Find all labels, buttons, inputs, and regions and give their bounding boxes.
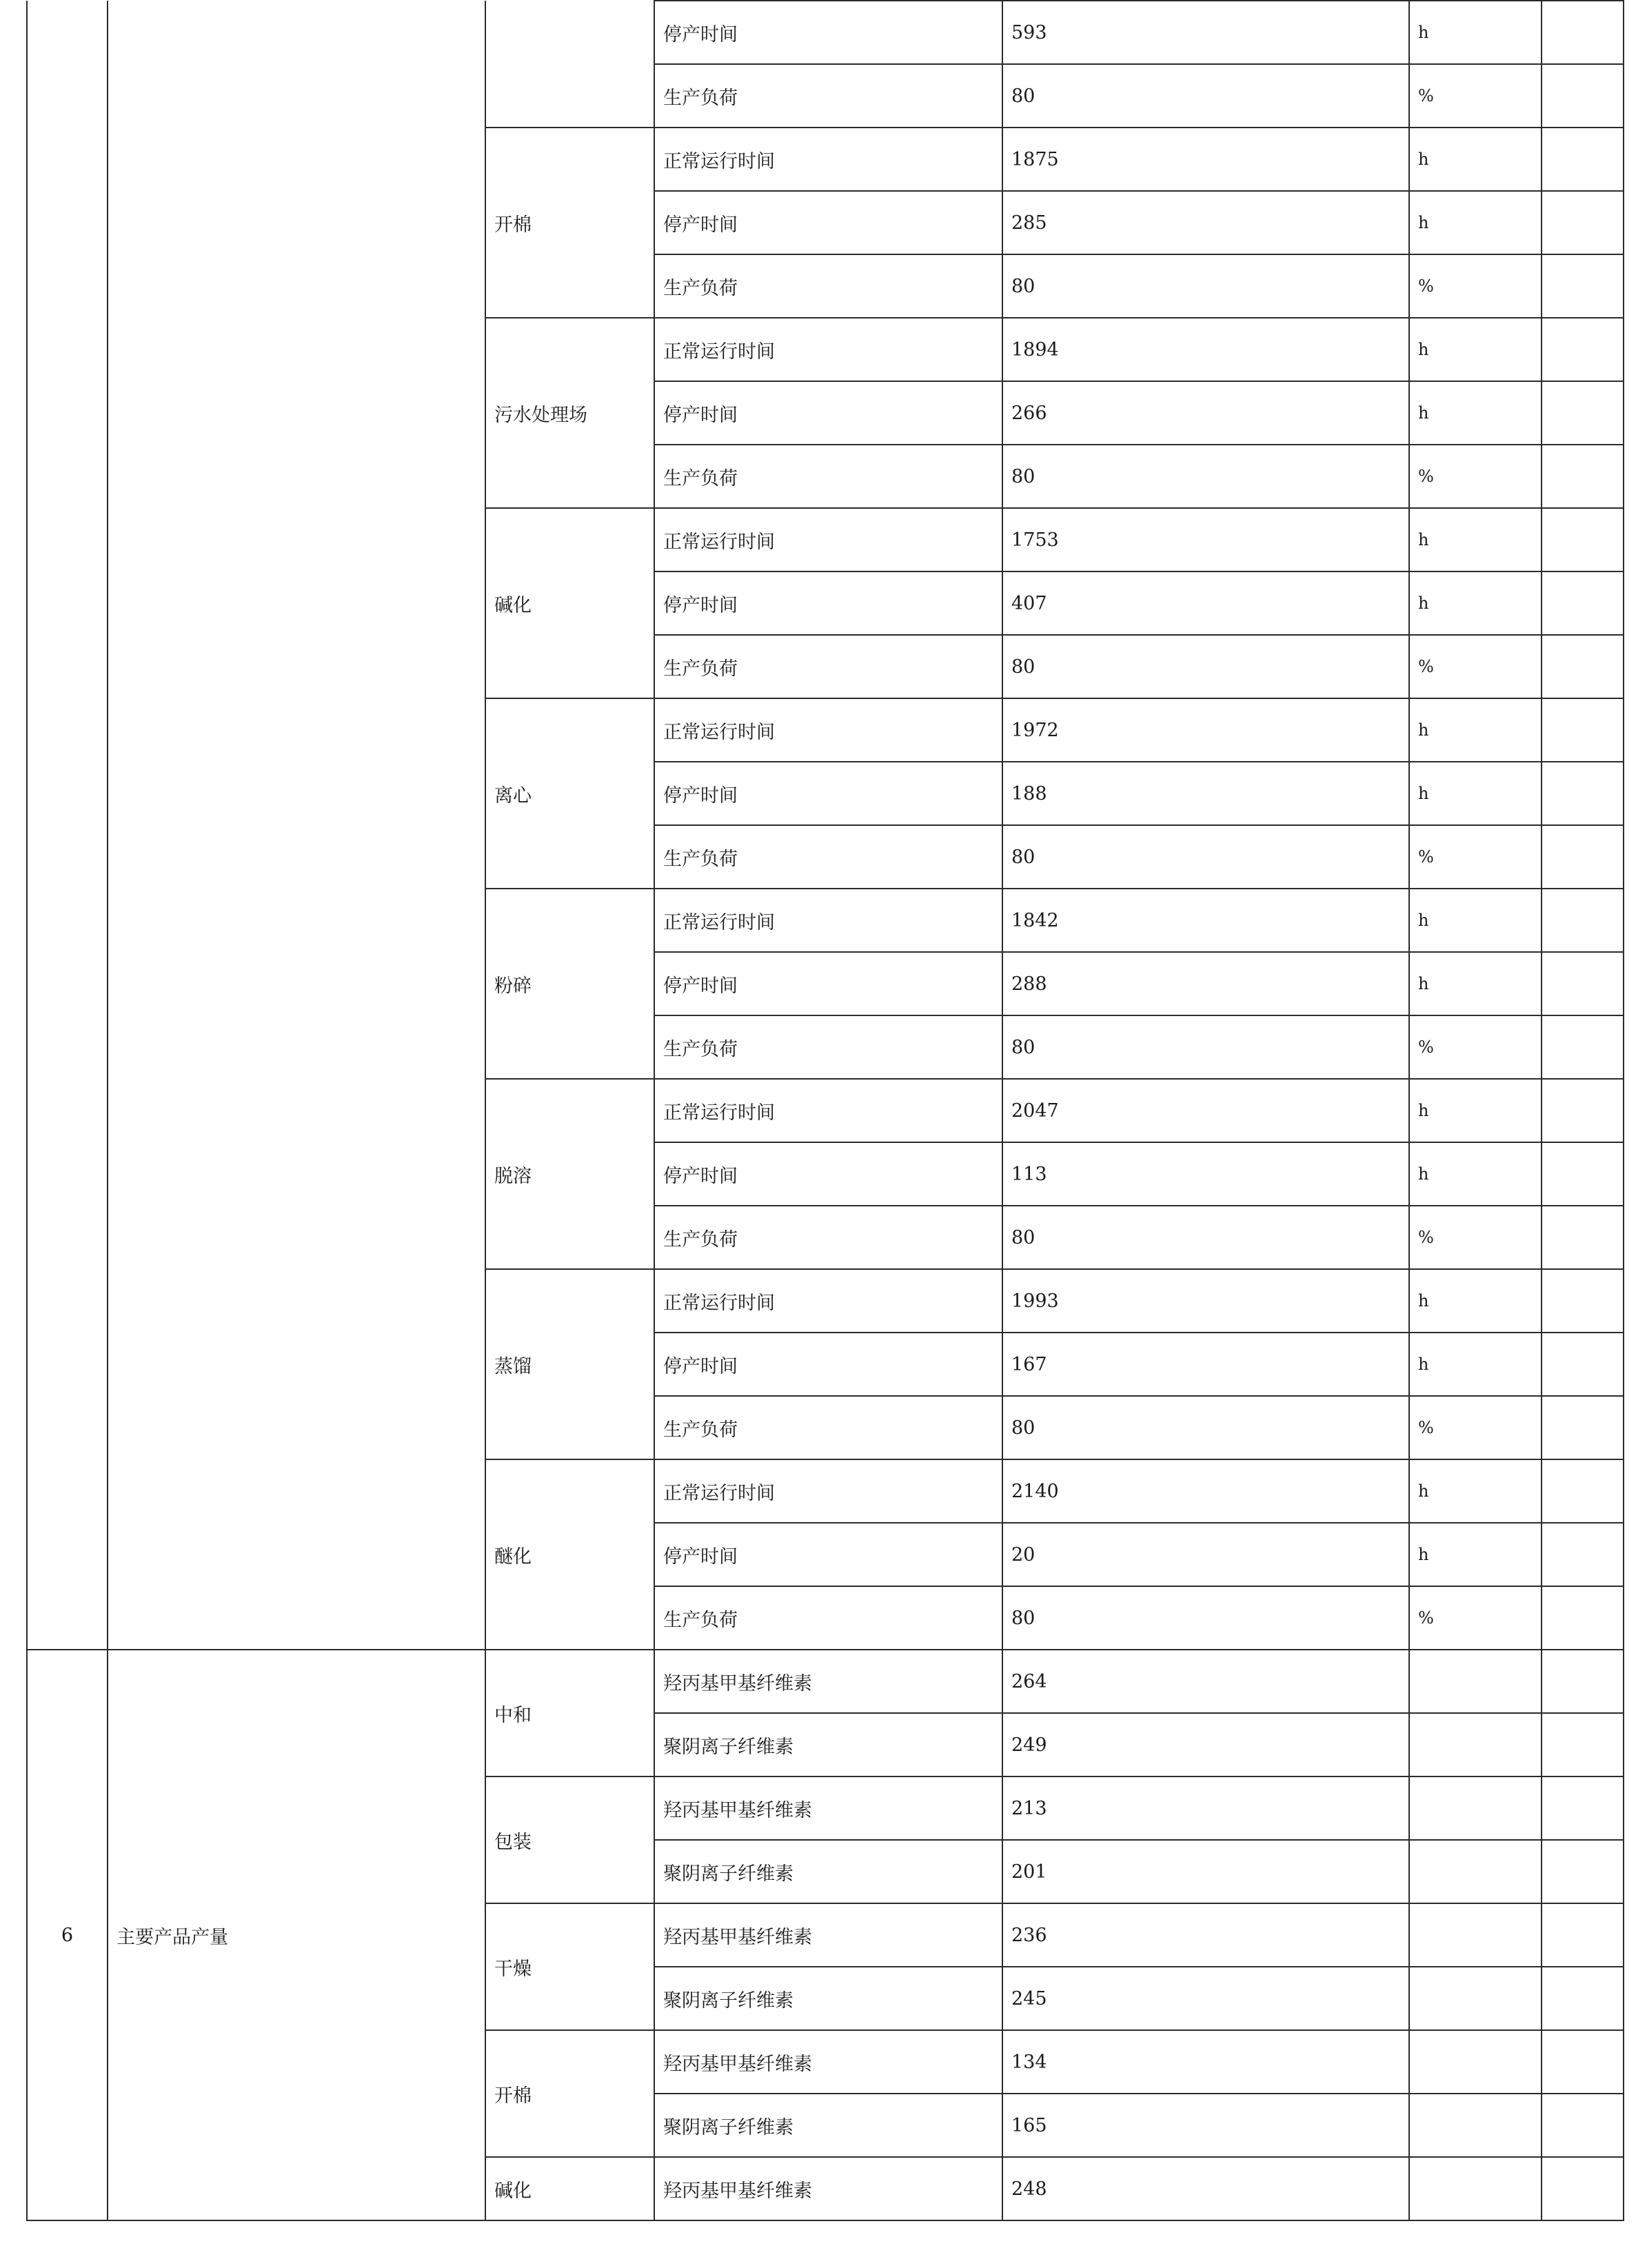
data-sheet [26, 0, 1623, 2221]
remark-cell [1542, 889, 1624, 952]
section-number-cell [27, 1, 108, 1650]
value-cell: 2140 [1002, 1459, 1409, 1523]
item-cell: 停产时间 [654, 381, 1002, 445]
value-cell: 201 [1002, 1840, 1409, 1903]
item-cell: 生产负荷 [654, 1586, 1002, 1650]
unit-cell: h [1409, 318, 1542, 381]
unit-cell: h [1409, 381, 1542, 445]
remark-cell [1542, 1523, 1624, 1586]
remark-cell [1542, 571, 1624, 635]
item-cell: 生产负荷 [654, 825, 1002, 889]
value-cell: 213 [1002, 1776, 1409, 1840]
item-cell: 生产负荷 [654, 1206, 1002, 1269]
unit-cell: % [1409, 825, 1542, 889]
production-table [26, 0, 1624, 2221]
item-cell: 聚阴离子纤维素 [654, 1840, 1002, 1903]
unit-cell: h [1409, 1079, 1542, 1142]
item-cell: 正常运行时间 [654, 1459, 1002, 1523]
value-cell: 80 [1002, 64, 1409, 128]
table-row [27, 1650, 1624, 1713]
remark-cell [1542, 1015, 1624, 1079]
value-cell: 2047 [1002, 1079, 1409, 1142]
process-stage-cell: 碱化 [485, 2157, 654, 2220]
unit-cell: h [1409, 1523, 1542, 1586]
item-cell: 停产时间 [654, 1142, 1002, 1206]
remark-cell [1542, 64, 1624, 128]
unit-cell [1409, 1967, 1542, 2030]
value-cell: 80 [1002, 1396, 1409, 1459]
unit-cell: h [1409, 762, 1542, 825]
value-cell: 165 [1002, 2094, 1409, 2157]
unit-cell: h [1409, 191, 1542, 254]
section-number-cell: 6 [27, 1650, 108, 2220]
unit-cell: % [1409, 445, 1542, 508]
value-cell: 248 [1002, 2157, 1409, 2220]
unit-cell: h [1409, 128, 1542, 191]
process-stage-cell: 污水处理场 [485, 318, 654, 508]
process-stage-cell: 粉碎 [485, 889, 654, 1079]
item-cell: 聚阴离子纤维素 [654, 1713, 1002, 1776]
process-stage-cell: 蒸馏 [485, 1269, 654, 1459]
value-cell: 188 [1002, 762, 1409, 825]
remark-cell [1542, 445, 1624, 508]
value-cell: 1972 [1002, 698, 1409, 762]
remark-cell [1542, 698, 1624, 762]
section-title-cell [108, 1, 485, 1650]
item-cell: 正常运行时间 [654, 1079, 1002, 1142]
remark-cell [1542, 635, 1624, 698]
value-cell: 167 [1002, 1333, 1409, 1396]
unit-cell [1409, 1840, 1542, 1903]
value-cell: 285 [1002, 191, 1409, 254]
value-cell: 593 [1002, 1, 1409, 64]
item-cell: 停产时间 [654, 191, 1002, 254]
item-cell: 停产时间 [654, 1333, 1002, 1396]
remark-cell [1542, 381, 1624, 445]
item-cell: 正常运行时间 [654, 318, 1002, 381]
value-cell: 1875 [1002, 128, 1409, 191]
unit-cell: h [1409, 1333, 1542, 1396]
remark-cell [1542, 1, 1624, 64]
item-cell: 停产时间 [654, 1, 1002, 64]
unit-cell: h [1409, 1269, 1542, 1333]
remark-cell [1542, 1967, 1624, 2030]
unit-cell: % [1409, 254, 1542, 318]
item-cell: 正常运行时间 [654, 889, 1002, 952]
value-cell: 245 [1002, 1967, 1409, 2030]
remark-cell [1542, 952, 1624, 1015]
value-cell: 266 [1002, 381, 1409, 445]
value-cell: 264 [1002, 1650, 1409, 1713]
remark-cell [1542, 1269, 1624, 1333]
remark-cell [1542, 1079, 1624, 1142]
remark-cell [1542, 508, 1624, 571]
unit-cell: h [1409, 952, 1542, 1015]
remark-cell [1542, 2030, 1624, 2094]
item-cell: 生产负荷 [654, 445, 1002, 508]
process-stage-cell: 开棉 [485, 2030, 654, 2157]
remark-cell [1542, 1142, 1624, 1206]
item-cell: 正常运行时间 [654, 698, 1002, 762]
table-body [27, 1, 1624, 2220]
value-cell: 80 [1002, 825, 1409, 889]
table-row [27, 1, 1624, 64]
process-stage-cell: 开棉 [485, 128, 654, 318]
value-cell: 134 [1002, 2030, 1409, 2094]
item-cell: 停产时间 [654, 952, 1002, 1015]
remark-cell [1542, 1903, 1624, 1967]
value-cell: 407 [1002, 571, 1409, 635]
unit-cell: h [1409, 1459, 1542, 1523]
unit-cell: % [1409, 1396, 1542, 1459]
unit-cell: h [1409, 1142, 1542, 1206]
remark-cell [1542, 1459, 1624, 1523]
remark-cell [1542, 1586, 1624, 1650]
unit-cell [1409, 2030, 1542, 2094]
section-title-cell: 主要产品产量 [108, 1650, 485, 2220]
unit-cell: % [1409, 1586, 1542, 1650]
remark-cell [1542, 2094, 1624, 2157]
unit-cell: % [1409, 1206, 1542, 1269]
value-cell: 288 [1002, 952, 1409, 1015]
value-cell: 80 [1002, 1586, 1409, 1650]
value-cell: 1993 [1002, 1269, 1409, 1333]
item-cell: 正常运行时间 [654, 508, 1002, 571]
remark-cell [1542, 254, 1624, 318]
unit-cell [1409, 1776, 1542, 1840]
process-stage-cell: 碱化 [485, 508, 654, 698]
item-cell: 正常运行时间 [654, 128, 1002, 191]
unit-cell: % [1409, 1015, 1542, 1079]
value-cell: 80 [1002, 254, 1409, 318]
unit-cell: % [1409, 635, 1542, 698]
unit-cell: h [1409, 508, 1542, 571]
unit-cell: h [1409, 698, 1542, 762]
process-stage-cell: 中和 [485, 1650, 654, 1776]
remark-cell [1542, 1206, 1624, 1269]
item-cell: 停产时间 [654, 571, 1002, 635]
remark-cell [1542, 191, 1624, 254]
remark-cell [1542, 1840, 1624, 1903]
value-cell: 80 [1002, 1206, 1409, 1269]
item-cell: 生产负荷 [654, 1015, 1002, 1079]
unit-cell: h [1409, 1, 1542, 64]
unit-cell [1409, 2157, 1542, 2220]
item-cell: 羟丙基甲基纤维素 [654, 2157, 1002, 2220]
value-cell: 1842 [1002, 889, 1409, 952]
unit-cell [1409, 1650, 1542, 1713]
value-cell: 80 [1002, 445, 1409, 508]
remark-cell [1542, 1396, 1624, 1459]
value-cell: 80 [1002, 635, 1409, 698]
item-cell: 停产时间 [654, 762, 1002, 825]
unit-cell [1409, 1713, 1542, 1776]
value-cell: 1753 [1002, 508, 1409, 571]
item-cell: 生产负荷 [654, 635, 1002, 698]
item-cell: 生产负荷 [654, 254, 1002, 318]
value-cell: 20 [1002, 1523, 1409, 1586]
process-stage-cell: 干燥 [485, 1903, 654, 2030]
item-cell: 生产负荷 [654, 1396, 1002, 1459]
remark-cell [1542, 1713, 1624, 1776]
item-cell: 停产时间 [654, 1523, 1002, 1586]
value-cell: 249 [1002, 1713, 1409, 1776]
value-cell: 80 [1002, 1015, 1409, 1079]
remark-cell [1542, 318, 1624, 381]
value-cell: 113 [1002, 1142, 1409, 1206]
remark-cell [1542, 2157, 1624, 2220]
unit-cell [1409, 2094, 1542, 2157]
unit-cell: h [1409, 571, 1542, 635]
remark-cell [1542, 1650, 1624, 1713]
process-stage-cell: 脱溶 [485, 1079, 654, 1269]
process-stage-cell: 包装 [485, 1776, 654, 1903]
value-cell: 236 [1002, 1903, 1409, 1967]
item-cell: 羟丙基甲基纤维素 [654, 1650, 1002, 1713]
process-stage-cell [485, 1, 654, 128]
remark-cell [1542, 762, 1624, 825]
remark-cell [1542, 1776, 1624, 1840]
unit-cell: % [1409, 64, 1542, 128]
item-cell: 羟丙基甲基纤维素 [654, 2030, 1002, 2094]
item-cell: 正常运行时间 [654, 1269, 1002, 1333]
remark-cell [1542, 1333, 1624, 1396]
process-stage-cell: 离心 [485, 698, 654, 889]
item-cell: 生产负荷 [654, 64, 1002, 128]
item-cell: 聚阴离子纤维素 [654, 2094, 1002, 2157]
item-cell: 羟丙基甲基纤维素 [654, 1776, 1002, 1840]
unit-cell [1409, 1903, 1542, 1967]
item-cell: 聚阴离子纤维素 [654, 1967, 1002, 2030]
remark-cell [1542, 128, 1624, 191]
process-stage-cell: 醚化 [485, 1459, 654, 1650]
item-cell: 羟丙基甲基纤维素 [654, 1903, 1002, 1967]
unit-cell: h [1409, 889, 1542, 952]
remark-cell [1542, 825, 1624, 889]
value-cell: 1894 [1002, 318, 1409, 381]
